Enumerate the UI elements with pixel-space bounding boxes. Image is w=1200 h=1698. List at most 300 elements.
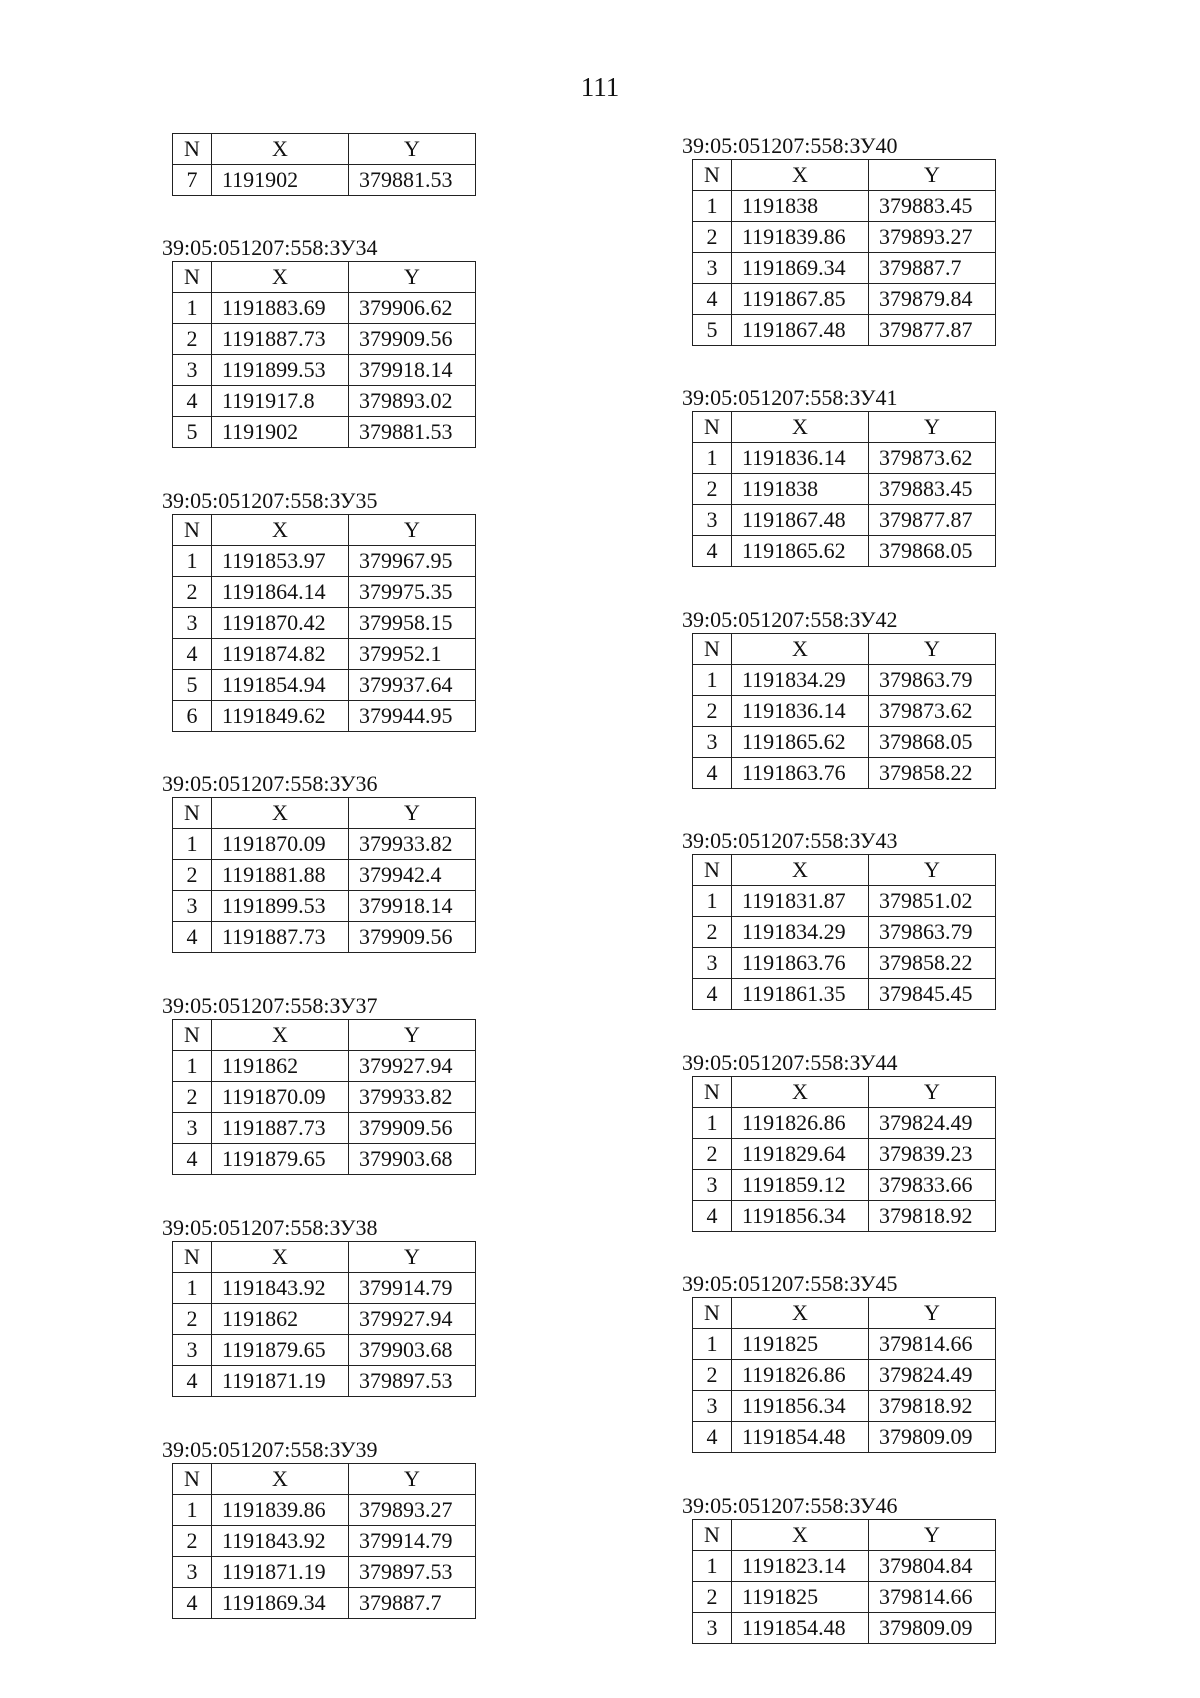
- y-coordinate-cell: 379873.62: [869, 696, 996, 727]
- point-number-cell: 1: [693, 191, 732, 222]
- header-n: N: [173, 1242, 212, 1273]
- parcel-title: 39:05:051207:558:ЗУ40: [682, 133, 898, 158]
- point-number-cell: 4: [693, 1201, 732, 1232]
- x-coordinate-cell: 1191879.65: [212, 1144, 349, 1175]
- header-x: X: [212, 262, 349, 293]
- x-coordinate-cell: 1191826.86: [732, 1360, 869, 1391]
- x-coordinate-cell: 1191863.76: [732, 948, 869, 979]
- table-row: [693, 284, 996, 315]
- x-coordinate-cell: 1191862: [212, 1051, 349, 1082]
- x-coordinate-cell: 1191899.53: [212, 355, 349, 386]
- y-coordinate-cell: 379933.82: [349, 1082, 476, 1113]
- coordinate-block: [682, 385, 996, 567]
- point-number-cell: 2: [693, 474, 732, 505]
- y-coordinate-cell: 379909.56: [349, 1113, 476, 1144]
- point-number-cell: 1: [173, 1273, 212, 1304]
- x-coordinate-cell: 1191823.14: [732, 1551, 869, 1582]
- point-number-cell: 5: [173, 417, 212, 448]
- point-number-cell: 4: [693, 536, 732, 567]
- y-coordinate-cell: 379933.82: [349, 829, 476, 860]
- point-number-cell: 2: [693, 917, 732, 948]
- coordinate-block: [162, 993, 476, 1175]
- parcel-title: 39:05:051207:558:ЗУ36: [162, 771, 378, 796]
- point-number-cell: 3: [693, 505, 732, 536]
- table-row: [173, 1557, 476, 1588]
- x-coordinate-cell: 1191902: [212, 417, 349, 448]
- point-number-cell: 1: [173, 293, 212, 324]
- table-row: [173, 1335, 476, 1366]
- point-number-cell: 2: [173, 1304, 212, 1335]
- point-number-cell: 2: [693, 696, 732, 727]
- y-coordinate-cell: 379877.87: [869, 505, 996, 536]
- y-coordinate-cell: 379881.53: [349, 165, 476, 196]
- x-coordinate-cell: 1191865.62: [732, 536, 869, 567]
- header-n: N: [693, 1298, 732, 1329]
- y-coordinate-cell: 379879.84: [869, 284, 996, 315]
- table-row: [693, 1551, 996, 1582]
- header-x: X: [732, 634, 869, 665]
- x-coordinate-cell: 1191838: [732, 191, 869, 222]
- y-coordinate-cell: 379824.49: [869, 1108, 996, 1139]
- coordinate-block: [682, 1050, 996, 1232]
- header-y: Y: [869, 412, 996, 443]
- point-number-cell: 3: [693, 727, 732, 758]
- x-coordinate-cell: 1191870.09: [212, 1082, 349, 1113]
- coordinates-table: [692, 159, 996, 346]
- point-number-cell: 4: [693, 284, 732, 315]
- point-number-cell: 4: [173, 386, 212, 417]
- x-coordinate-cell: 1191834.29: [732, 665, 869, 696]
- parcel-title: 39:05:051207:558:ЗУ42: [682, 607, 898, 632]
- table-row: [693, 1422, 996, 1453]
- header-x: X: [212, 1464, 349, 1495]
- coordinates-table: [692, 411, 996, 567]
- x-coordinate-cell: 1191843.92: [212, 1273, 349, 1304]
- header-row: [693, 160, 996, 191]
- point-number-cell: 1: [693, 1108, 732, 1139]
- y-coordinate-cell: 379914.79: [349, 1526, 476, 1557]
- x-coordinate-cell: 1191856.34: [732, 1391, 869, 1422]
- y-coordinate-cell: 379918.14: [349, 891, 476, 922]
- x-coordinate-cell: 1191825: [732, 1582, 869, 1613]
- header-row: [693, 1298, 996, 1329]
- y-coordinate-cell: 379958.15: [349, 608, 476, 639]
- table-row: [693, 1391, 996, 1422]
- y-coordinate-cell: 379873.62: [869, 443, 996, 474]
- coordinates-table: [172, 514, 476, 732]
- x-coordinate-cell: 1191834.29: [732, 917, 869, 948]
- coordinates-table: [172, 133, 476, 196]
- header-n: N: [173, 134, 212, 165]
- x-coordinate-cell: 1191859.12: [732, 1170, 869, 1201]
- table-row: [693, 1170, 996, 1201]
- header-y: Y: [869, 160, 996, 191]
- header-n: N: [693, 855, 732, 886]
- table-row: [173, 701, 476, 732]
- header-x: X: [732, 1520, 869, 1551]
- point-number-cell: 4: [693, 1422, 732, 1453]
- header-x: X: [212, 1020, 349, 1051]
- table-row: [173, 1588, 476, 1619]
- table-row: [173, 922, 476, 953]
- header-y: Y: [869, 1520, 996, 1551]
- parcel-title: 39:05:051207:558:ЗУ45: [682, 1271, 898, 1296]
- y-coordinate-cell: 379914.79: [349, 1273, 476, 1304]
- table-row: [173, 293, 476, 324]
- table-row: [173, 891, 476, 922]
- y-coordinate-cell: 379824.49: [869, 1360, 996, 1391]
- y-coordinate-cell: 379909.56: [349, 324, 476, 355]
- point-number-cell: 3: [173, 891, 212, 922]
- parcel-title: 39:05:051207:558:ЗУ35: [162, 488, 378, 513]
- point-number-cell: 3: [693, 948, 732, 979]
- table-row: [173, 1273, 476, 1304]
- table-row: [693, 727, 996, 758]
- x-coordinate-cell: 1191864.14: [212, 577, 349, 608]
- point-number-cell: 3: [693, 1391, 732, 1422]
- table-row: [693, 474, 996, 505]
- coordinate-block: [682, 607, 996, 789]
- parcel-title: 39:05:051207:558:ЗУ46: [682, 1493, 898, 1518]
- x-coordinate-cell: 1191854.48: [732, 1422, 869, 1453]
- y-coordinate-cell: 379887.7: [869, 253, 996, 284]
- header-x: X: [212, 515, 349, 546]
- y-coordinate-cell: 379804.84: [869, 1551, 996, 1582]
- point-number-cell: 1: [173, 1051, 212, 1082]
- point-number-cell: 2: [693, 222, 732, 253]
- table-row: [173, 1051, 476, 1082]
- point-number-cell: 3: [173, 1335, 212, 1366]
- x-coordinate-cell: 1191902: [212, 165, 349, 196]
- x-coordinate-cell: 1191865.62: [732, 727, 869, 758]
- point-number-cell: 1: [693, 886, 732, 917]
- coordinate-block: [162, 235, 476, 448]
- y-coordinate-cell: 379944.95: [349, 701, 476, 732]
- header-n: N: [693, 634, 732, 665]
- coordinates-table: [172, 1019, 476, 1175]
- header-y: Y: [869, 1077, 996, 1108]
- header-n: N: [693, 1520, 732, 1551]
- x-coordinate-cell: 1191839.86: [212, 1495, 349, 1526]
- y-coordinate-cell: 379952.1: [349, 639, 476, 670]
- coordinate-block: [162, 1215, 476, 1397]
- header-n: N: [173, 798, 212, 829]
- x-coordinate-cell: 1191863.76: [732, 758, 869, 789]
- header-row: [693, 412, 996, 443]
- header-row: [693, 855, 996, 886]
- table-row: [693, 1108, 996, 1139]
- y-coordinate-cell: 379883.45: [869, 474, 996, 505]
- header-n: N: [693, 160, 732, 191]
- x-coordinate-cell: 1191843.92: [212, 1526, 349, 1557]
- coordinate-block: [162, 771, 476, 953]
- x-coordinate-cell: 1191870.42: [212, 608, 349, 639]
- point-number-cell: 2: [173, 577, 212, 608]
- table-row: [693, 315, 996, 346]
- y-coordinate-cell: 379818.92: [869, 1391, 996, 1422]
- header-x: X: [732, 412, 869, 443]
- point-number-cell: 3: [173, 1113, 212, 1144]
- point-number-cell: 2: [693, 1139, 732, 1170]
- coordinates-table: [172, 261, 476, 448]
- y-coordinate-cell: 379833.66: [869, 1170, 996, 1201]
- coordinates-table: [692, 854, 996, 1010]
- point-number-cell: 1: [693, 1551, 732, 1582]
- header-row: [173, 1020, 476, 1051]
- table-row: [693, 886, 996, 917]
- y-coordinate-cell: 379881.53: [349, 417, 476, 448]
- coordinate-block: [162, 488, 476, 732]
- table-row: [693, 948, 996, 979]
- table-row: [173, 165, 476, 196]
- y-coordinate-cell: 379845.45: [869, 979, 996, 1010]
- x-coordinate-cell: 1191879.65: [212, 1335, 349, 1366]
- table-row: [693, 665, 996, 696]
- table-row: [173, 860, 476, 891]
- point-number-cell: 4: [173, 639, 212, 670]
- y-coordinate-cell: 379868.05: [869, 536, 996, 567]
- point-number-cell: 3: [693, 253, 732, 284]
- point-number-cell: 4: [173, 1588, 212, 1619]
- header-y: Y: [869, 634, 996, 665]
- point-number-cell: 3: [173, 608, 212, 639]
- header-x: X: [732, 1298, 869, 1329]
- table-row: [173, 1144, 476, 1175]
- header-y: Y: [869, 855, 996, 886]
- x-coordinate-cell: 1191853.97: [212, 546, 349, 577]
- table-row: [173, 608, 476, 639]
- table-row: [173, 1082, 476, 1113]
- y-coordinate-cell: 379909.56: [349, 922, 476, 953]
- y-coordinate-cell: 379887.7: [349, 1588, 476, 1619]
- x-coordinate-cell: 1191870.09: [212, 829, 349, 860]
- table-row: [693, 536, 996, 567]
- parcel-title: 39:05:051207:558:ЗУ41: [682, 385, 898, 410]
- coordinate-block: [682, 828, 996, 1010]
- y-coordinate-cell: 379858.22: [869, 758, 996, 789]
- coordinate-block: [162, 1437, 476, 1619]
- table-row: [693, 1582, 996, 1613]
- coordinates-table: [172, 1463, 476, 1619]
- y-coordinate-cell: 379927.94: [349, 1304, 476, 1335]
- header-x: X: [732, 855, 869, 886]
- coordinates-table: [692, 1076, 996, 1232]
- x-coordinate-cell: 1191887.73: [212, 324, 349, 355]
- coordinate-block: [682, 1493, 996, 1644]
- point-number-cell: 2: [173, 324, 212, 355]
- x-coordinate-cell: 1191881.88: [212, 860, 349, 891]
- point-number-cell: 4: [173, 1366, 212, 1397]
- x-coordinate-cell: 1191849.62: [212, 701, 349, 732]
- header-n: N: [693, 1077, 732, 1108]
- header-y: Y: [349, 515, 476, 546]
- header-y: Y: [869, 1298, 996, 1329]
- header-y: Y: [349, 1242, 476, 1273]
- table-row: [173, 639, 476, 670]
- x-coordinate-cell: 1191917.8: [212, 386, 349, 417]
- x-coordinate-cell: 1191871.19: [212, 1366, 349, 1397]
- header-row: [693, 1077, 996, 1108]
- point-number-cell: 4: [173, 1144, 212, 1175]
- header-y: Y: [349, 1464, 476, 1495]
- point-number-cell: 6: [173, 701, 212, 732]
- table-row: [173, 1113, 476, 1144]
- header-row: [173, 1242, 476, 1273]
- x-coordinate-cell: 1191826.86: [732, 1108, 869, 1139]
- table-row: [693, 222, 996, 253]
- y-coordinate-cell: 379897.53: [349, 1366, 476, 1397]
- point-number-cell: 1: [173, 1495, 212, 1526]
- y-coordinate-cell: 379863.79: [869, 917, 996, 948]
- y-coordinate-cell: 379851.02: [869, 886, 996, 917]
- table-row: [173, 355, 476, 386]
- x-coordinate-cell: 1191883.69: [212, 293, 349, 324]
- header-row: [173, 798, 476, 829]
- y-coordinate-cell: 379877.87: [869, 315, 996, 346]
- table-row: [693, 505, 996, 536]
- point-number-cell: 2: [693, 1360, 732, 1391]
- header-y: Y: [349, 262, 476, 293]
- point-number-cell: 1: [173, 546, 212, 577]
- header-n: N: [173, 515, 212, 546]
- x-coordinate-cell: 1191831.87: [732, 886, 869, 917]
- coordinate-block: [682, 1271, 996, 1453]
- coordinates-table: [692, 1519, 996, 1644]
- point-number-cell: 2: [693, 1582, 732, 1613]
- left-column: [162, 133, 476, 1619]
- table-row: [173, 1495, 476, 1526]
- x-coordinate-cell: 1191874.82: [212, 639, 349, 670]
- table-row: [693, 1329, 996, 1360]
- y-coordinate-cell: 379809.09: [869, 1422, 996, 1453]
- header-row: [173, 134, 476, 165]
- x-coordinate-cell: 1191854.48: [732, 1613, 869, 1644]
- header-row: [693, 1520, 996, 1551]
- x-coordinate-cell: 1191829.64: [732, 1139, 869, 1170]
- y-coordinate-cell: 379814.66: [869, 1329, 996, 1360]
- table-row: [693, 1613, 996, 1644]
- table-row: [693, 917, 996, 948]
- header-n: N: [173, 1464, 212, 1495]
- page-number: 111: [580, 72, 620, 102]
- header-y: Y: [349, 798, 476, 829]
- point-number-cell: 3: [693, 1613, 732, 1644]
- table-row: [693, 758, 996, 789]
- x-coordinate-cell: 1191867.85: [732, 284, 869, 315]
- header-row: [173, 1464, 476, 1495]
- table-row: [173, 386, 476, 417]
- x-coordinate-cell: 1191854.94: [212, 670, 349, 701]
- y-coordinate-cell: 379937.64: [349, 670, 476, 701]
- point-number-cell: 4: [173, 922, 212, 953]
- header-y: Y: [349, 1020, 476, 1051]
- y-coordinate-cell: 379967.95: [349, 546, 476, 577]
- y-coordinate-cell: 379814.66: [869, 1582, 996, 1613]
- x-coordinate-cell: 1191887.73: [212, 1113, 349, 1144]
- x-coordinate-cell: 1191839.86: [732, 222, 869, 253]
- y-coordinate-cell: 379918.14: [349, 355, 476, 386]
- y-coordinate-cell: 379893.27: [349, 1495, 476, 1526]
- x-coordinate-cell: 1191871.19: [212, 1557, 349, 1588]
- header-x: X: [212, 1242, 349, 1273]
- x-coordinate-cell: 1191867.48: [732, 315, 869, 346]
- table-row: [693, 253, 996, 284]
- point-number-cell: 4: [693, 979, 732, 1010]
- table-row: [173, 417, 476, 448]
- point-number-cell: 1: [693, 1329, 732, 1360]
- table-row: [693, 443, 996, 474]
- parcel-title: 39:05:051207:558:ЗУ38: [162, 1215, 378, 1240]
- table-row: [173, 1304, 476, 1335]
- point-number-cell: 4: [693, 758, 732, 789]
- x-coordinate-cell: 1191838: [732, 474, 869, 505]
- table-row: [693, 1139, 996, 1170]
- header-y: Y: [349, 134, 476, 165]
- point-number-cell: 7: [173, 165, 212, 196]
- header-x: X: [732, 160, 869, 191]
- y-coordinate-cell: 379863.79: [869, 665, 996, 696]
- coordinates-table: [692, 633, 996, 789]
- table-row: [173, 670, 476, 701]
- coordinates-table: [692, 1297, 996, 1453]
- y-coordinate-cell: 379942.4: [349, 860, 476, 891]
- table-row: [173, 546, 476, 577]
- parcel-title: 39:05:051207:558:ЗУ37: [162, 993, 378, 1018]
- point-number-cell: 3: [173, 355, 212, 386]
- coordinates-table: [172, 1241, 476, 1397]
- x-coordinate-cell: 1191869.34: [212, 1588, 349, 1619]
- point-number-cell: 2: [173, 860, 212, 891]
- point-number-cell: 3: [173, 1557, 212, 1588]
- point-number-cell: 2: [173, 1082, 212, 1113]
- header-x: X: [732, 1077, 869, 1108]
- point-number-cell: 3: [693, 1170, 732, 1201]
- point-number-cell: 1: [173, 829, 212, 860]
- y-coordinate-cell: 379893.02: [349, 386, 476, 417]
- point-number-cell: 2: [173, 1526, 212, 1557]
- header-n: N: [173, 262, 212, 293]
- y-coordinate-cell: 379858.22: [869, 948, 996, 979]
- parcel-title: 39:05:051207:558:ЗУ34: [162, 235, 378, 260]
- point-number-cell: 1: [693, 665, 732, 696]
- x-coordinate-cell: 1191836.14: [732, 696, 869, 727]
- parcel-title: 39:05:051207:558:ЗУ44: [682, 1050, 898, 1075]
- header-row: [693, 634, 996, 665]
- table-row: [693, 1201, 996, 1232]
- header-n: N: [173, 1020, 212, 1051]
- point-number-cell: 5: [693, 315, 732, 346]
- header-n: N: [693, 412, 732, 443]
- y-coordinate-cell: 379903.68: [349, 1144, 476, 1175]
- table-row: [173, 577, 476, 608]
- table-row: [693, 979, 996, 1010]
- y-coordinate-cell: 379897.53: [349, 1557, 476, 1588]
- y-coordinate-cell: 379893.27: [869, 222, 996, 253]
- y-coordinate-cell: 379868.05: [869, 727, 996, 758]
- parcel-title: 39:05:051207:558:ЗУ39: [162, 1437, 378, 1462]
- table-row: [693, 1360, 996, 1391]
- table-row: [173, 1366, 476, 1397]
- point-number-cell: 1: [693, 443, 732, 474]
- x-coordinate-cell: 1191825: [732, 1329, 869, 1360]
- coordinate-block: [682, 133, 996, 346]
- right-column: [682, 133, 996, 1644]
- x-coordinate-cell: 1191899.53: [212, 891, 349, 922]
- header-row: [173, 515, 476, 546]
- point-number-cell: 5: [173, 670, 212, 701]
- table-row: [173, 324, 476, 355]
- x-coordinate-cell: 1191856.34: [732, 1201, 869, 1232]
